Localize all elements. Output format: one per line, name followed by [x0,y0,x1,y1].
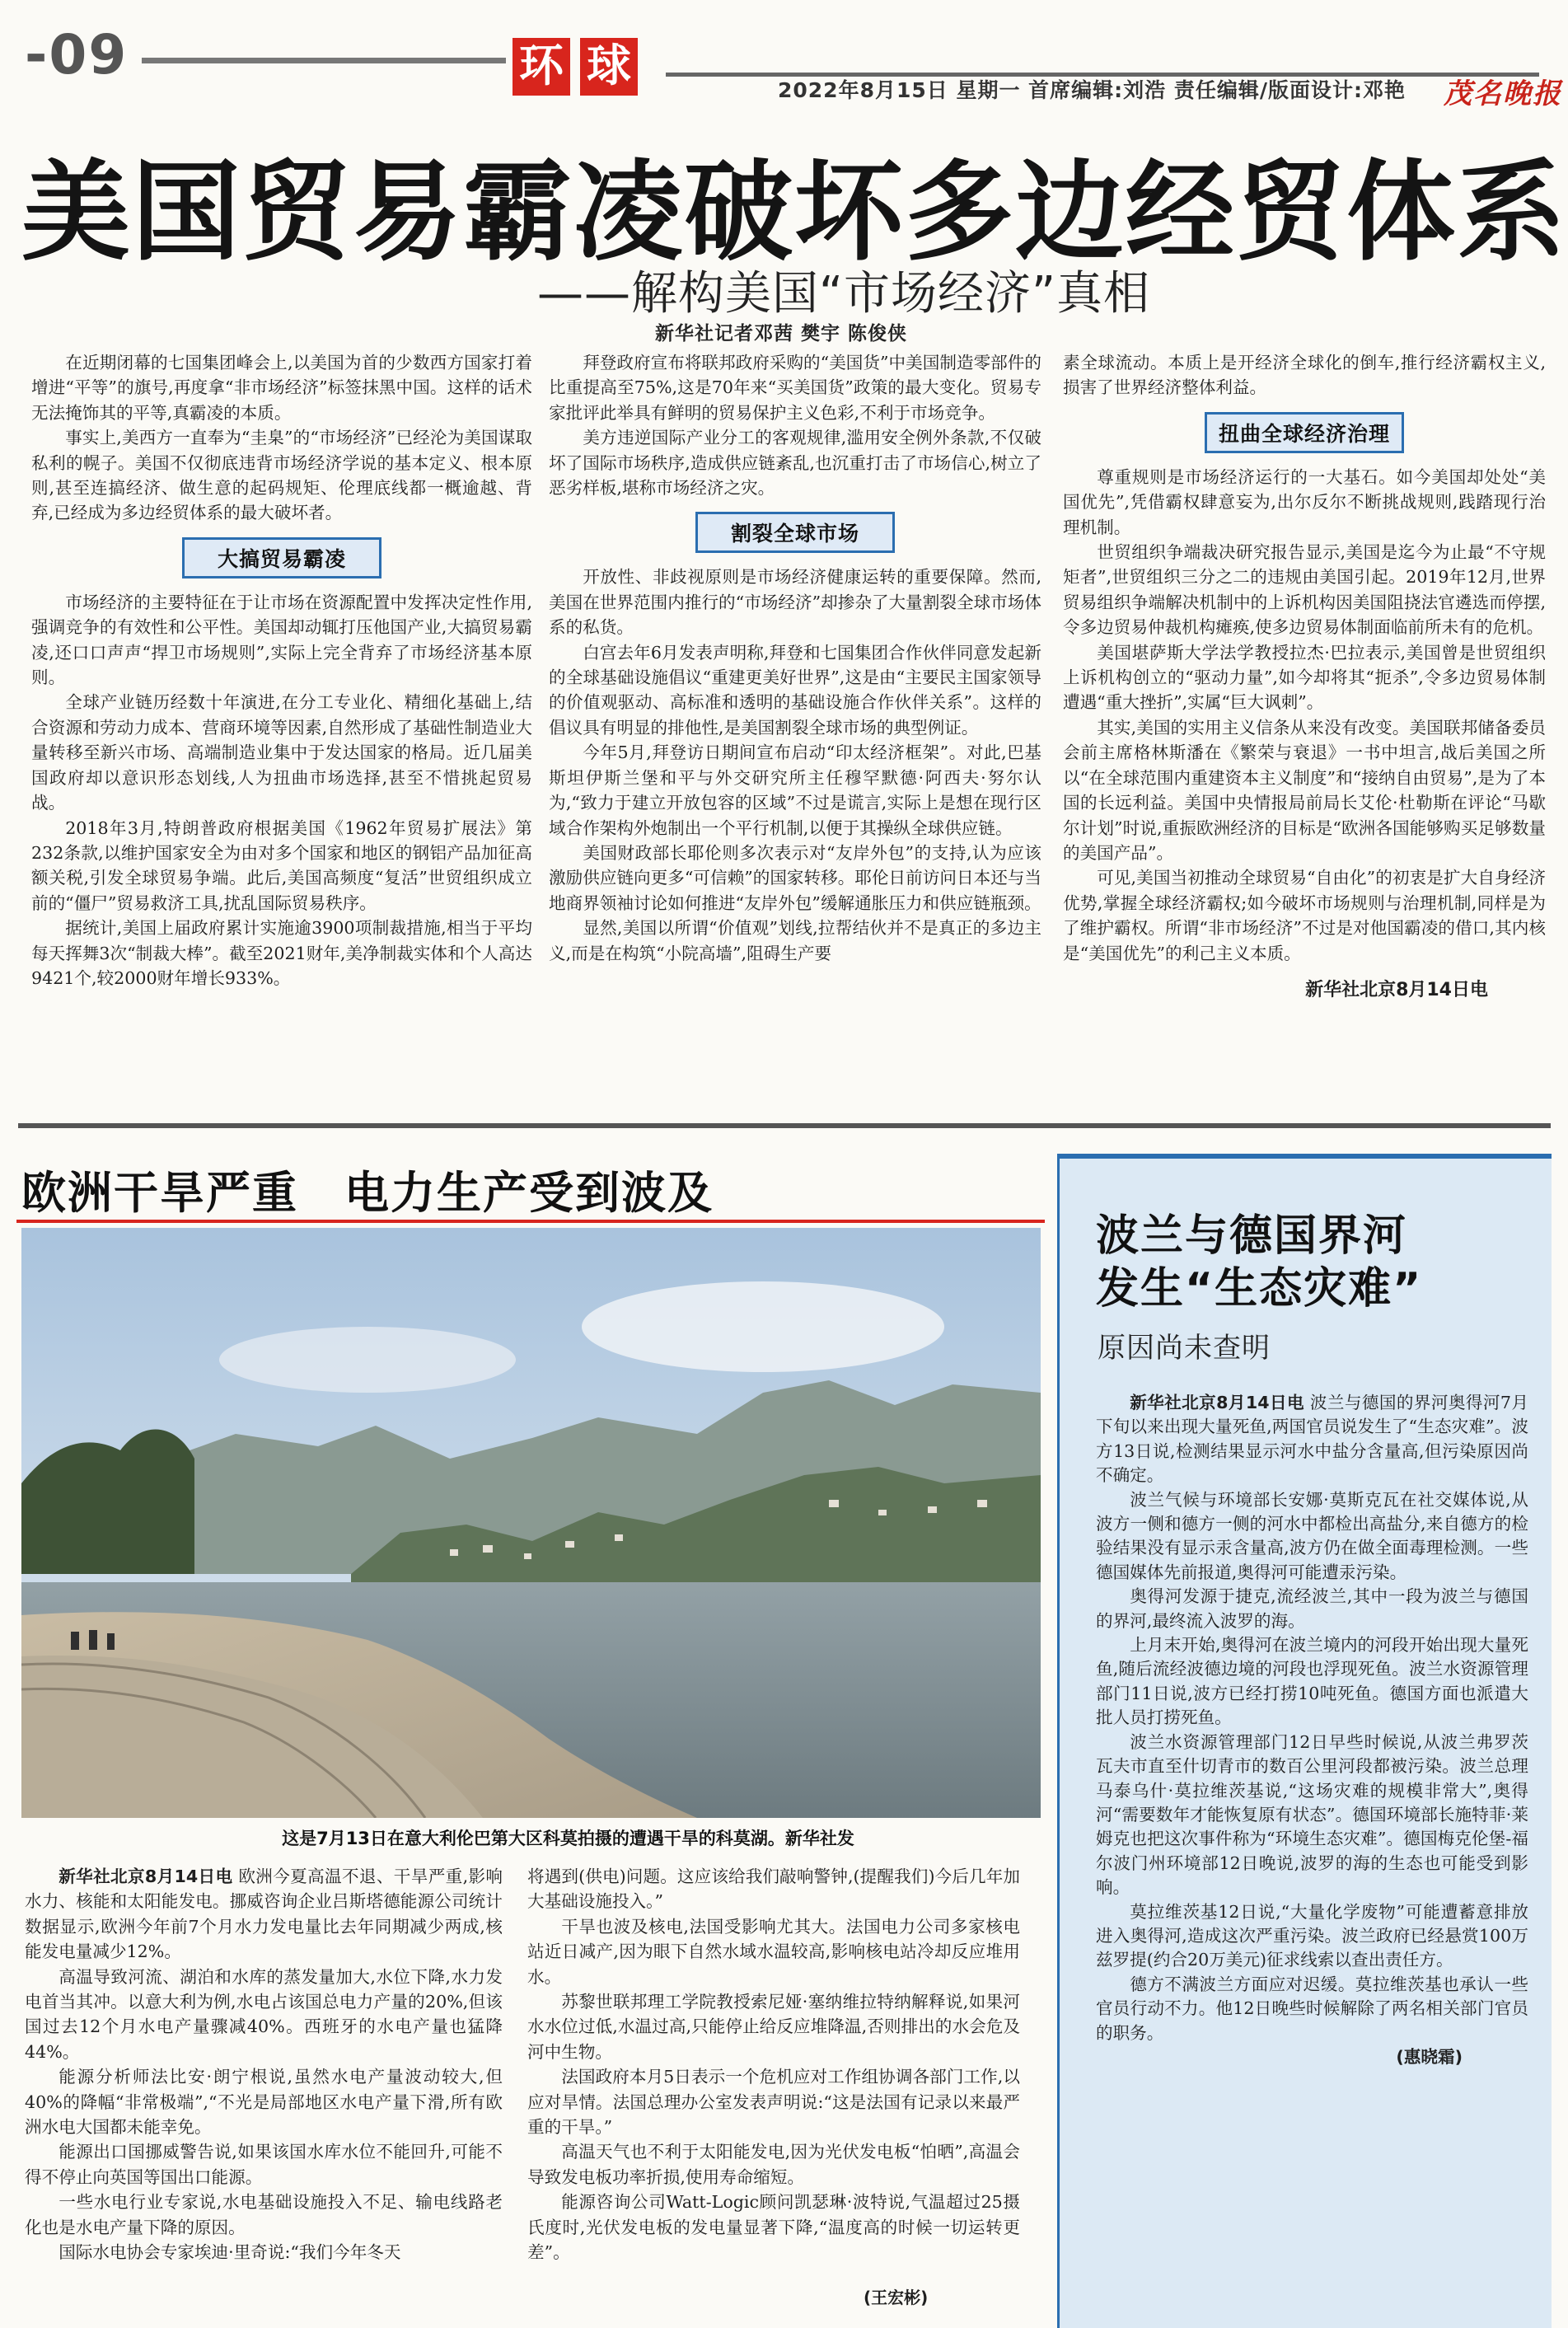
paragraph: 全球产业链历经数十年演进,在分工专业化、精细化基础上,结合资源和劳动力成本、营商环境等因素,自然形成了基础性制造业大量转移至新兴市场、高端制造业集中于发达国家的格局。近几届美国政府却以意识形态划线,人为扭曲市场选择,甚至不惜挑起贸易战。 [31,692,532,813]
main-subheadline: ——解构美国“市场经济”真相 [537,267,1151,321]
paragraph: 高温导致河流、湖泊和水库的蒸发量加大,水位下降,水力发电首当其冲。以意大利为例,水电占该国总电力产量的20%,但该国过去12个月水电产量骤减40%。西班牙的水电产量也猛降44%。 [25,1966,503,2062]
paragraph: 素全球流动。本质上是开经济全球化的倒车,推行经济霸权主义,损害了世界经济整体利益。 [1063,353,1546,398]
paragraph: 今年5月,拜登访日期间宣布启动“印太经济框架”。对此,巴基斯坦伊斯兰堡和平与外交研究所主任穆罕默德·阿西夫·努尔认为,“致力于建立开放包容的区域”不过是谎言,实际上是想在现行区域合作架构外炮制出一个平行机制,以便于其操纵全球供应链。 [549,742,1041,838]
paragraph: 事实上,美西方一直奉为“圭臬”的“市场经济”已经沦为美国谋取私利的幌子。美国不仅彻底违背市场经济学说的基本定义、根本原则,甚至连搞经济、做生意的起码规矩、伦理底线都一概逾越、背弃,已经成为多边经贸体系的最大破坏者。 [31,428,532,523]
story1-column-1 [31,350,532,991]
story2-headline: 欧洲干旱严重 电力生产受到波及 [21,1167,714,1219]
paragraph: 据统计,美国上届政府累计实施逾3900项制裁措施,相当于平均每天挥舞3次“制裁大棒”。截至2021财年,美净制裁实体和个人高达9421个,较2000财年增长933%。 [31,918,532,988]
paragraph: 开放性、非歧视原则是市场经济健康运转的重要保障。然而,美国在世界范围内推行的“市场经济”却掺杂了大量割裂全球市场体系的私货。 [549,567,1041,638]
paragraph: 在近期闭幕的七国集团峰会上,以美国为首的少数西方国家打着增进“平等”的旗号,再度拿“非市场经济”标签抹黑中国。这样的话术无法掩饰其的平等,真霸凌的本质。 [31,353,532,423]
story2-dateline: 新华社北京8月14日电 [59,1867,233,1886]
paragraph: 波兰与德国的界河奥得河7月下旬以来出现大量死鱼,两国官员说发生了“生态灾难”。波方13日说,检测结果显示河水中盐分含量高,但污染原因尚不确定。 [1096,1393,1528,1486]
story3-dateline: 新华社北京8月14日电 [1130,1393,1304,1412]
section-badge-2: 球 [580,38,638,96]
paragraph: 波兰气候与环境部长安娜·莫斯克瓦在社交媒体说,从波方一侧和德方一侧的河水中都检出高盐分,来自德方的检验结果没有显示汞含量高,波方仍在做全面毒理检测。一些德国媒体先前报道,奥得河可能遭汞污染。 [1096,1489,1528,1582]
paragraph: 一些水电行业专家说,水电基础设施投入不足、输电线路老化也是水电产量下降的原因。 [25,2192,503,2237]
paragraph: 尊重规则是市场经济运行的一大基石。如今美国却处处“美国优先”,凭借霸权肆意妄为,出尔反尔不断挑战规则,践踏现行治理机制。 [1063,466,1546,537]
story3-headline-line-2: 发生“生态灾难” [1096,1264,1423,1314]
issue-info: 2022年8月15日 星期一 首席编辑:刘浩 责任编辑/版面设计:邓艳 [778,78,1407,102]
section-subtitle: 扭曲全球经济治理 [1205,412,1404,453]
story1-dateline: 新华社北京8月14日电 [1305,979,1488,1000]
page-number: -09 [25,23,129,87]
story2-author: (王宏彬) [864,2288,929,2307]
paragraph: 美国财政部长耶伦则多次表示对“友岸外包”的支持,认为应该激励供应链向更多“可信赖”的国家转移。耶伦日前访问日本还与当地商界领袖讨论如何推进“友岸外包”缓解通胀压力和供应链瓶颈。 [549,842,1041,913]
paragraph: 美国堪萨斯大学法学教授拉杰·巴拉表示,美国曾是世贸组织上诉机构创立的“驱动力量”,如今却将其“扼杀”,令多边贸易体制遭遇“重大挫折”,实属“巨大讽刺”。 [1063,642,1546,713]
paragraph: 世贸组织争端裁决研究报告显示,美国是迄今为止最“不守规矩者”,世贸组织三分之二的违规由美国引起。2019年12月,世界贸易组织争端解决机制中的上诉机构因美国阻挠法官遴选而停摆,令多边贸易仲裁机构瘫痪,使多边贸易体制面临前所未有的危机。 [1063,542,1546,638]
section-subtitle: 割裂全球市场 [695,512,895,553]
paragraph: 2018年3月,特朗普政府根据美国《1962年贸易扩展法》第232条款,以维护国家安全为由对多个国家和地区的钢铝产品加征高额关税,引发全球贸易争端。此后,美国高频度“复活”世贸组织成立前的“僵尸”贸易救济工具,扰乱国际贸易秩序。 [31,817,532,913]
section-subtitle: 大搞贸易霸凌 [182,537,381,578]
paragraph: 可见,美国当初推动全球贸易“自由化”的初衷是扩大自身经济优势,掌握全球经济霸权;如今破坏市场规则与治理机制,同样是为了维护霸权。所谓“非市场经济”不过是对他国霸凌的借口,其内核是“美国优先”的利己主义本质。 [1063,868,1546,963]
story1-column-3 [1063,350,1546,1001]
main-byline: 新华社记者邓茜 樊宇 陈俊侠 [655,323,908,344]
paragraph: 高温天气也不利于太阳能发电,因为光伏发电板“怕晒”,高温会导致发电板功率折损,使用寿命缩短。 [527,2142,1020,2187]
story3-body [1096,1391,1528,2069]
paragraph: 市场经济的主要特征在于让市场在资源配置中发挥决定性作用,强调竞争的有效性和公平性。美国却动辄打压他国产业,大搞贸易霸凌,还口口声声“捍卫市场规则”,实际上完全背弃了市场经济基本原则。 [31,592,532,688]
paragraph: 能源咨询公司Watt-Logic顾问凯瑟琳·波特说,气温超过25摄氏度时,光伏发电板的发电量显著下降,“温度高的时候一切运转更差”。 [527,2192,1020,2263]
paragraph: 白宫去年6月发表声明称,拜登和七国集团合作伙伴同意发起新的全球基础设施倡议“重建更美好世界”,这是由“主要民主国家领导的价值观驱动、高标准和透明的基础设施合作伙伴关系”。这样的倡议具有明显的排他性,是美国割裂全球市场的典型例证。 [549,642,1041,738]
lake-como-photo [21,1228,1041,1818]
paragraph: 上月末开始,奥得河在波兰境内的河段开始出现大量死鱼,随后流经波德边境的河段也浮现死鱼。波兰水资源管理部门11日说,波方已经打捞10吨死鱼。德国方面也派遣大批人员打捞死鱼。 [1096,1635,1528,1728]
story3-headline-line-1: 波兰与德国界河 [1096,1211,1408,1261]
paragraph: 显然,美国以所谓“价值观”划线,拉帮结伙并不是真正的多边主义,而是在构筑“小院高墙”,阻碍生产要 [549,918,1041,963]
main-headline: 美国贸易霸凌破坏多边经贸体系 [21,149,1567,276]
paragraph: 莫拉维茨基12日说,“大量化学废物”可能遭蓄意排放进入奥得河,造成这次严重污染。波兰政府已经悬赏100万兹罗提(约合20万美元)征求线索以查出责任方。 [1096,1901,1528,1970]
section-divider [18,1123,1551,1128]
paragraph: 国际水电协会专家埃迪·里奇说:“我们今年冬天 [59,2242,401,2263]
paragraph: 法国政府本月5日表示一个危机应对工作组协调各部门工作,以应对旱情。法国总理办公室发表声明说:“这是法国有记录以来最严重的干旱。” [527,2067,1020,2138]
paragraph: 能源出口国挪威警告说,如果该国水库水位不能回升,可能不得不停止向英国等国出口能源。 [25,2142,503,2187]
paragraph: 美方违逆国际产业分工的客观规律,滥用安全例外条款,不仅破坏了国际市场秩序,造成供应链紊乱,也沉重打击了市场信心,树立了恶劣样板,堪称市场经济之灾。 [549,428,1041,499]
paragraph: 欧洲今夏高温不退、干旱严重,影响水力、核能和太阳能发电。挪威咨询企业吕斯塔德能源公司统计数据显示,欧洲今年前7个月水力发电量比去年同期减少两成,核能发电量减少12%。 [25,1867,503,1962]
paragraph: 苏黎世联邦理工学院教授索尼娅·塞纳维拉特纳解释说,如果河水水位过低,水温过高,只能停止给反应堆降温,否则排出的水会危及河中生物。 [527,1992,1020,2062]
story2-column-2 [527,1864,1020,2265]
story1-column-2 [549,350,1041,966]
section-badge-1: 环 [513,38,570,96]
sidebar-top-rule [1057,1154,1552,1159]
story3-subheadline: 原因尚未查明 [1098,1332,1271,1365]
paragraph: 奥得河发源于捷克,流经波兰,其中一段为波兰与德国的界河,最终流入波罗的海。 [1096,1586,1528,1631]
paragraph: 德方不满波兰方面应对迟缓。莫拉维茨基也承认一些官员行动不力。他12日晚些时候解除了两名相关部门官员的职务。 [1096,1974,1528,2043]
paragraph: 拜登政府宣布将联邦政府采购的“美国货”中美国制造零部件的比重提高至75%,这是70年来“买美国货”政策的最大变化。贸易专家批评此举具有鲜明的贸易保护主义色彩,不利于市场竞争。 [549,353,1041,423]
paragraph: 能源分析师法比安·朗宁根说,虽然水电产量波动较大,但40%的降幅“非常极端”,“不光是局部地区水电产量下滑,所有欧洲水电大国都未能幸免。 [25,2067,503,2138]
story2-rule [16,1220,1045,1223]
paragraph: 将遇到(供电)问题。这应该给我们敲响警钟,(提醒我们)今后几年加大基础设施投入。” [527,1867,1020,1912]
paragraph: 干旱也波及核电,法国受影响尤其大。法国电力公司多家核电站近日减产,因为眼下自然水域水温较高,影响核电站冷却反应堆用水。 [527,1916,1020,1987]
newspaper-logo: 茂名晚报 [1444,77,1562,110]
paragraph: 其实,美国的实用主义信条从来没有改变。美国联邦储备委员会前主席格林斯潘在《繁荣与衰退》一书中坦言,战后美国之所以“在全球范围内重建资本主义制度”和“接纳自由贸易”,是为了本国的长远利益。美国中央情报局前局长艾伦·杜勒斯在评论“马歇尔计划”时说,重振欧洲经济的目标是“欧洲各国能够购买足够数量的美国产品”。 [1063,717,1546,863]
photo-caption: 这是7月13日在意大利伦巴第大区科莫拍摄的遭遇干旱的科莫湖。新华社发 [282,1829,854,1848]
story2-column-1 [25,1864,503,2265]
story3-author: (惠晓霜) [1396,2046,1463,2067]
paragraph: 波兰水资源管理部门12日早些时候说,从波兰弗罗茨瓦夫市直至什切青市的数百公里河段都被污染。波兰总理马泰乌什·莫拉维茨基说,“这场灾难的规模非常大”,奥得河“需要数年才能恢复原有状态”。德国环境部长施特菲·莱姆克也把这次事件称为“环境生态灾难”。德国梅克伦堡-福尔波门州环境部12日晚说,波罗的海的生态也可能受到影响。 [1096,1731,1528,1898]
page-number-rule [142,58,506,63]
story3-headline [1096,1210,1422,1315]
